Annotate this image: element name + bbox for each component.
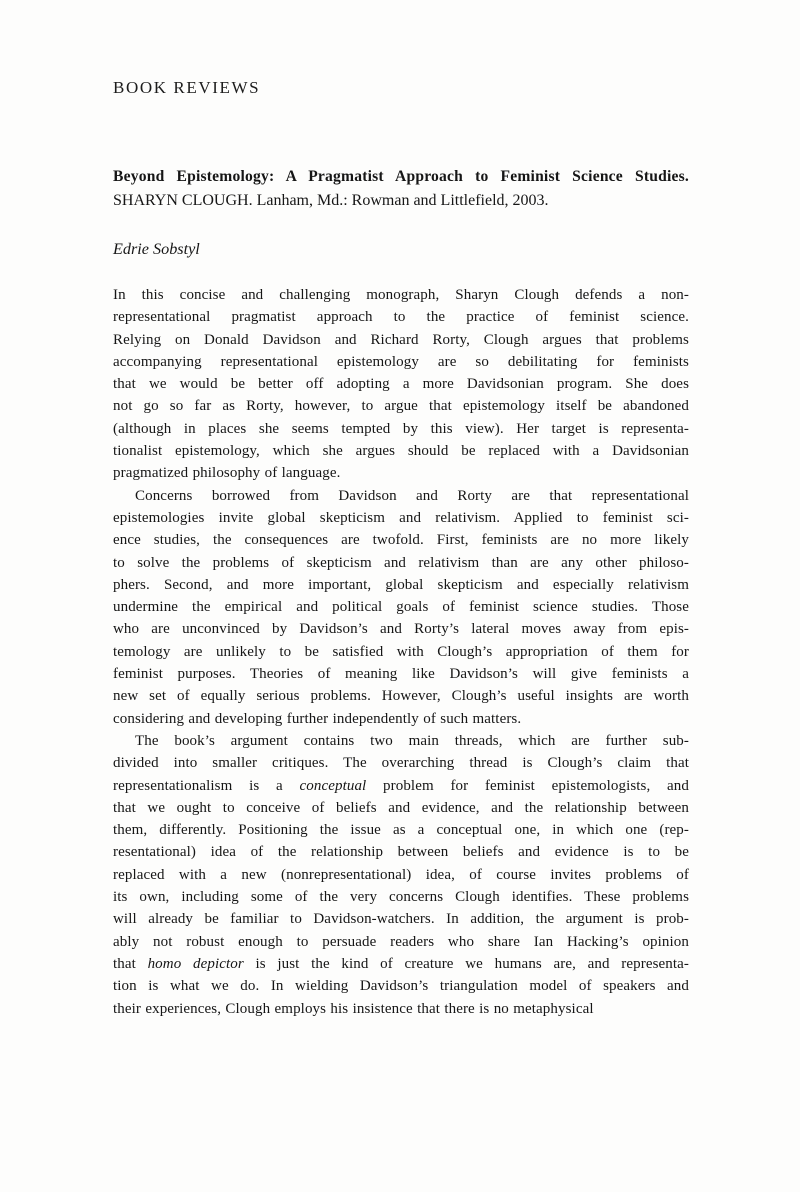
text-line: Concerns borrowed from Davidson and Rorty are that representational	[135, 487, 689, 504]
text-line: will already be familiar to Davidson-watchers. In addition, the argument is prob-	[113, 911, 689, 928]
text-line: representationalism is a conceptual problem for feminist epistemologists, and	[113, 777, 689, 794]
text-line: accompanying representational epistemology are so debilitating for feminists	[113, 353, 689, 370]
paragraph	[113, 730, 689, 1020]
text-line: tion is what we do. In wielding Davidson’s triangulation model of speakers and	[113, 978, 689, 995]
text-line: its own, including some of the very concerns Clough identifies. These problems	[113, 889, 689, 906]
text-line: tionalist epistemology, which she argues should be replaced with a Davidsonian	[113, 443, 689, 460]
running-header: BOOK REVIEWS	[113, 78, 261, 97]
text-line: temology are unlikely to be satisfied with Clough’s appropriation of them for	[113, 643, 689, 660]
paragraph	[113, 485, 689, 730]
text-line: representational pragmatist approach to the practice of feminist science.	[113, 309, 689, 326]
text-line: divided into smaller critiques. The overarching thread is Clough’s claim that	[113, 755, 689, 772]
paragraph	[113, 284, 689, 485]
text-line: who are unconvinced by Davidson’s and Rorty’s lateral moves away from epis-	[113, 621, 689, 638]
reviewer-name: Edrie Sobstyl	[113, 240, 200, 258]
book-citation: SHARYN CLOUGH. Lanham, Md.: Rowman and Littlefield, 2003.	[113, 192, 549, 209]
text-line: ably not robust enough to persuade readers who share Ian Hacking’s opinion	[113, 933, 689, 950]
text-line: them, differently. Positioning the issue as a conceptual one, in which one (rep-	[113, 822, 689, 839]
text-line: new set of equally serious problems. However, Clough’s useful insights are worth	[113, 688, 689, 705]
review-body	[113, 284, 689, 1020]
text-line: to solve the problems of skepticism and relativism than are any other philoso-	[113, 554, 689, 571]
review-heading	[113, 165, 689, 213]
text-line: replaced with a new (nonrepresentational) idea, of course invites problems of	[113, 866, 689, 883]
text-line: In this concise and challenging monograph, Sharyn Clough defends a non-	[113, 287, 689, 303]
text-line: epistemologies invite global skepticism and relativism. Applied to feminist sci-	[113, 509, 689, 526]
text-line: (although in places she seems tempted by this view). Her target is representa-	[113, 420, 689, 437]
text-line: undermine the empirical and political goals of feminist science studies. Those	[113, 599, 689, 616]
text-line: resentational) idea of the relationship between beliefs and evidence is to be	[113, 844, 689, 861]
text-line: that we ought to conceive of beliefs and evidence, and the relationship between	[113, 799, 689, 816]
text-line: that we would be better off adopting a more Davidsonian program. She does	[113, 376, 689, 393]
text-line: feminist purposes. Theories of meaning like Davidson’s will give feminists a	[113, 666, 689, 683]
book-title: Beyond Epistemology: A Pragmatist Approach to Feminist Science Studies.	[113, 168, 689, 185]
text-line: The book’s argument contains two main threads, which are further sub-	[135, 732, 689, 749]
text-line: pragmatized philosophy of language.	[113, 465, 341, 482]
text-line: ence studies, the consequences are twofold. First, feminists are no more likely	[113, 532, 689, 549]
text-line: that homo depictor is just the kind of creature we humans are, and representa-	[113, 955, 689, 972]
text-line: their experiences, Clough employs his insistence that there is no metaphysical	[113, 1000, 594, 1017]
text-line: Relying on Donald Davidson and Richard Rorty, Clough argues that problems	[113, 331, 689, 348]
text-column	[113, 77, 689, 1020]
text-line: considering and developing further independently of such matters.	[113, 710, 522, 727]
text-line: phers. Second, and more important, global skepticism and especially relativism	[113, 576, 689, 593]
text-line: not go so far as Rorty, however, to argue that epistemology itself be abandoned	[113, 398, 689, 415]
